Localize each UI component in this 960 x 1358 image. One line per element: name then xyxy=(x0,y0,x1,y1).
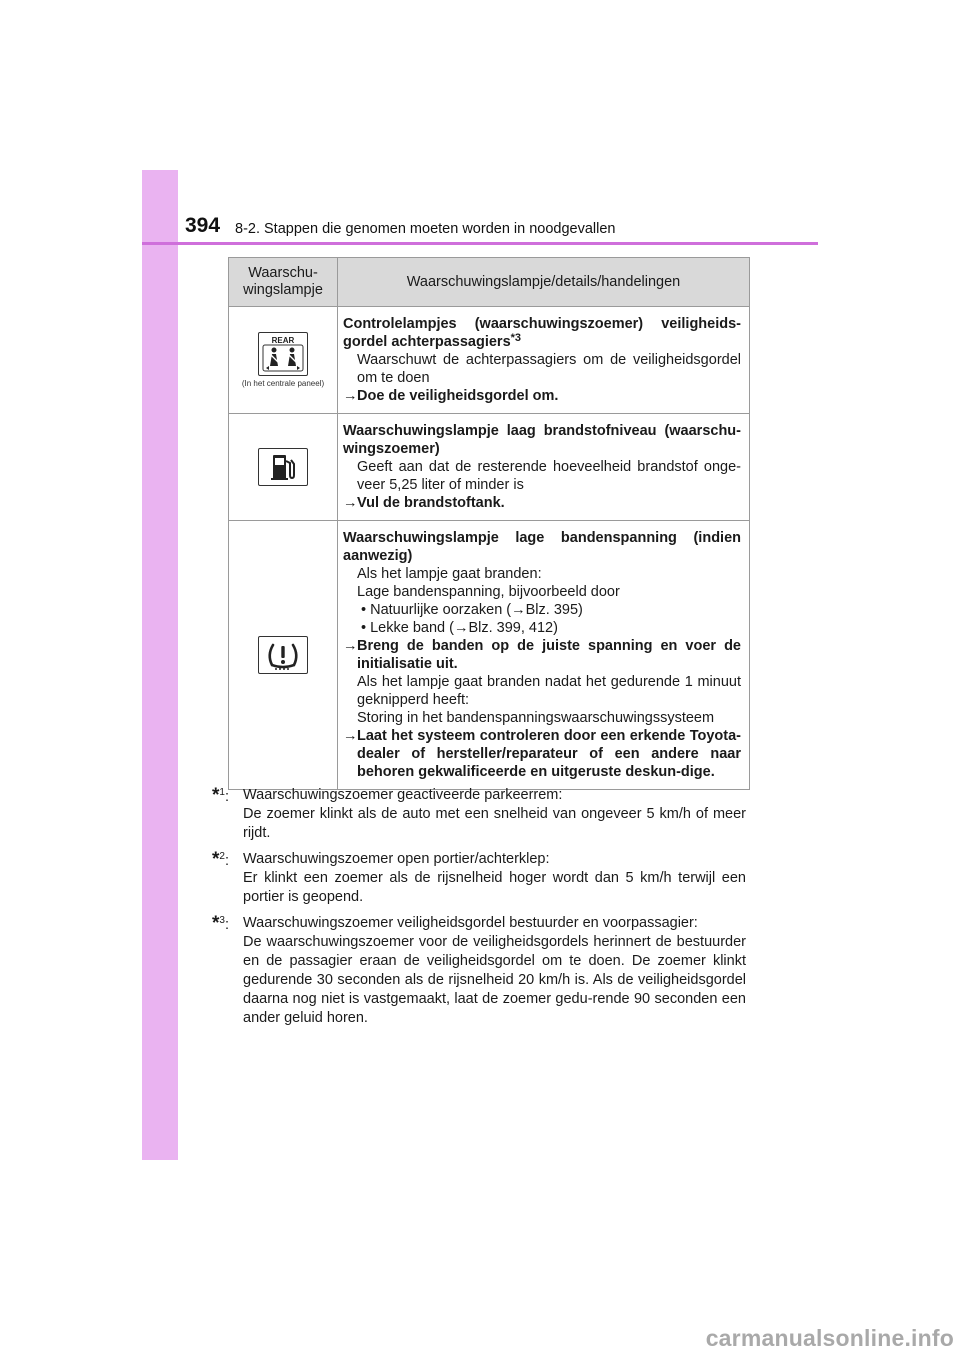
footnote-title: Waarschuwingszoemer open portier/achterklep: xyxy=(243,851,550,867)
arrow-icon: → xyxy=(343,728,358,744)
watermark: carmanualsonline.info xyxy=(705,1325,954,1351)
column-header-details: Waarschuwingslampje/details/handelingen xyxy=(338,258,750,307)
footnote-body: De zoemer klinkt als de auto met een snelheid van ongeveer 5 km/h of meer rijdt. xyxy=(243,806,746,841)
row-description: Geeft aan dat de resterende hoeveelheid brandstof onge-veer 5,25 liter of minder is xyxy=(357,459,741,493)
bullet-item: • Lekke band (→Blz. 399, 412) xyxy=(361,620,558,636)
footnote xyxy=(212,914,746,1028)
row-line: Als het lampje gaat branden nadat het gedurende 1 minuut geknipperd heeft: xyxy=(357,674,741,708)
row-action: →Breng de banden op de juiste spanning en voer de initialisatie uit. xyxy=(343,638,741,672)
table-row xyxy=(229,307,750,414)
icon-cell xyxy=(229,307,338,414)
column-header-light: Waarschu- wingslampje xyxy=(229,258,338,307)
rear-label: REAR xyxy=(271,336,295,345)
icon-cell xyxy=(229,414,338,521)
details-cell xyxy=(338,521,750,790)
page-number: 394 xyxy=(185,214,221,237)
row-line: Als het lampje gaat branden: xyxy=(357,566,542,582)
row-title: Waarschuwingslampje lage bandenspanning (indien aanwezig) xyxy=(343,530,741,564)
footnote-title: Waarschuwingszoemer veiligheidsgordel bestuurder en voorpassagier: xyxy=(243,915,698,931)
bullet-item: • Natuurlijke oorzaken (→Blz. 395) xyxy=(361,602,583,618)
section-title: 8-2. Stappen die genomen moeten worden in noodgevallen xyxy=(235,221,616,237)
tire-pressure-icon xyxy=(258,636,308,674)
row-action: →Laat het systeem controleren door een erkende Toyota-dealer of hersteller/reparateur of een andere naar behoren gekwalificeerde en uitgeruste deskun-dige. xyxy=(343,728,741,780)
details-cell xyxy=(338,307,750,414)
row-action: →Vul de brandstoftank. xyxy=(343,495,505,511)
footnote-marker: *$^3$: xyxy=(212,913,229,934)
details-cell xyxy=(338,414,750,521)
arrow-icon: → xyxy=(343,388,358,404)
rear-seatbelt-icon xyxy=(258,332,308,376)
icon-caption: (In het centrale paneel) xyxy=(241,379,325,388)
footnote-marker: *$^2$: xyxy=(212,849,229,870)
footnote-body: De waarschuwingszoemer voor de veiligheidsgordels herinnert de bestuurder en de passagier eraan de veiligheidsgordel om te doen. De zoemer klinkt gedurende 30 seconden als de rijsnelheid 20 km/h is. Als de veiligheidsgordel daarna nog niet is vastgemaakt, laat de zoemer gedu-rende 90 seconden een ander geluid horen. xyxy=(243,934,746,1026)
warning-lights-table xyxy=(228,257,750,790)
row-title: Controlelampjes (waarschuwingszoemer) veiligheids-gordel achterpassagiers$^{*3}$ xyxy=(343,316,741,350)
arrow-icon: → xyxy=(343,495,358,511)
footnotes xyxy=(212,786,746,1035)
header-rule xyxy=(142,242,818,245)
fuel-pump-icon xyxy=(258,448,308,486)
footnote-title: Waarschuwingszoemer geactiveerde parkeerrem: xyxy=(243,787,563,803)
table-row xyxy=(229,414,750,521)
table-header-row xyxy=(229,258,750,307)
footnote-ref: *3 xyxy=(510,332,522,344)
footnote xyxy=(212,786,746,843)
row-description: Waarschuwt de achterpassagiers om de veiligheidsgordel om te doen xyxy=(357,352,741,386)
arrow-icon: → xyxy=(343,638,358,654)
footnote-marker: *$^1$: xyxy=(212,785,229,806)
icon-cell xyxy=(229,521,338,790)
footnote xyxy=(212,850,746,907)
row-line: Storing in het bandenspanningswaarschuwingssysteem xyxy=(357,710,715,726)
row-action: →Doe de veiligheidsgordel om. xyxy=(343,388,559,404)
table-row xyxy=(229,521,750,790)
row-line: Lage bandenspanning, bijvoorbeeld door xyxy=(357,584,620,600)
row-title: Waarschuwingslampje laag brandstofniveau (waarschu-wingszoemer) xyxy=(343,423,741,457)
footnote-body: Er klinkt een zoemer als de rijsnelheid hoger wordt dan 5 km/h terwijl een portier is geopend. xyxy=(243,870,746,905)
side-tab-band xyxy=(142,170,178,1160)
